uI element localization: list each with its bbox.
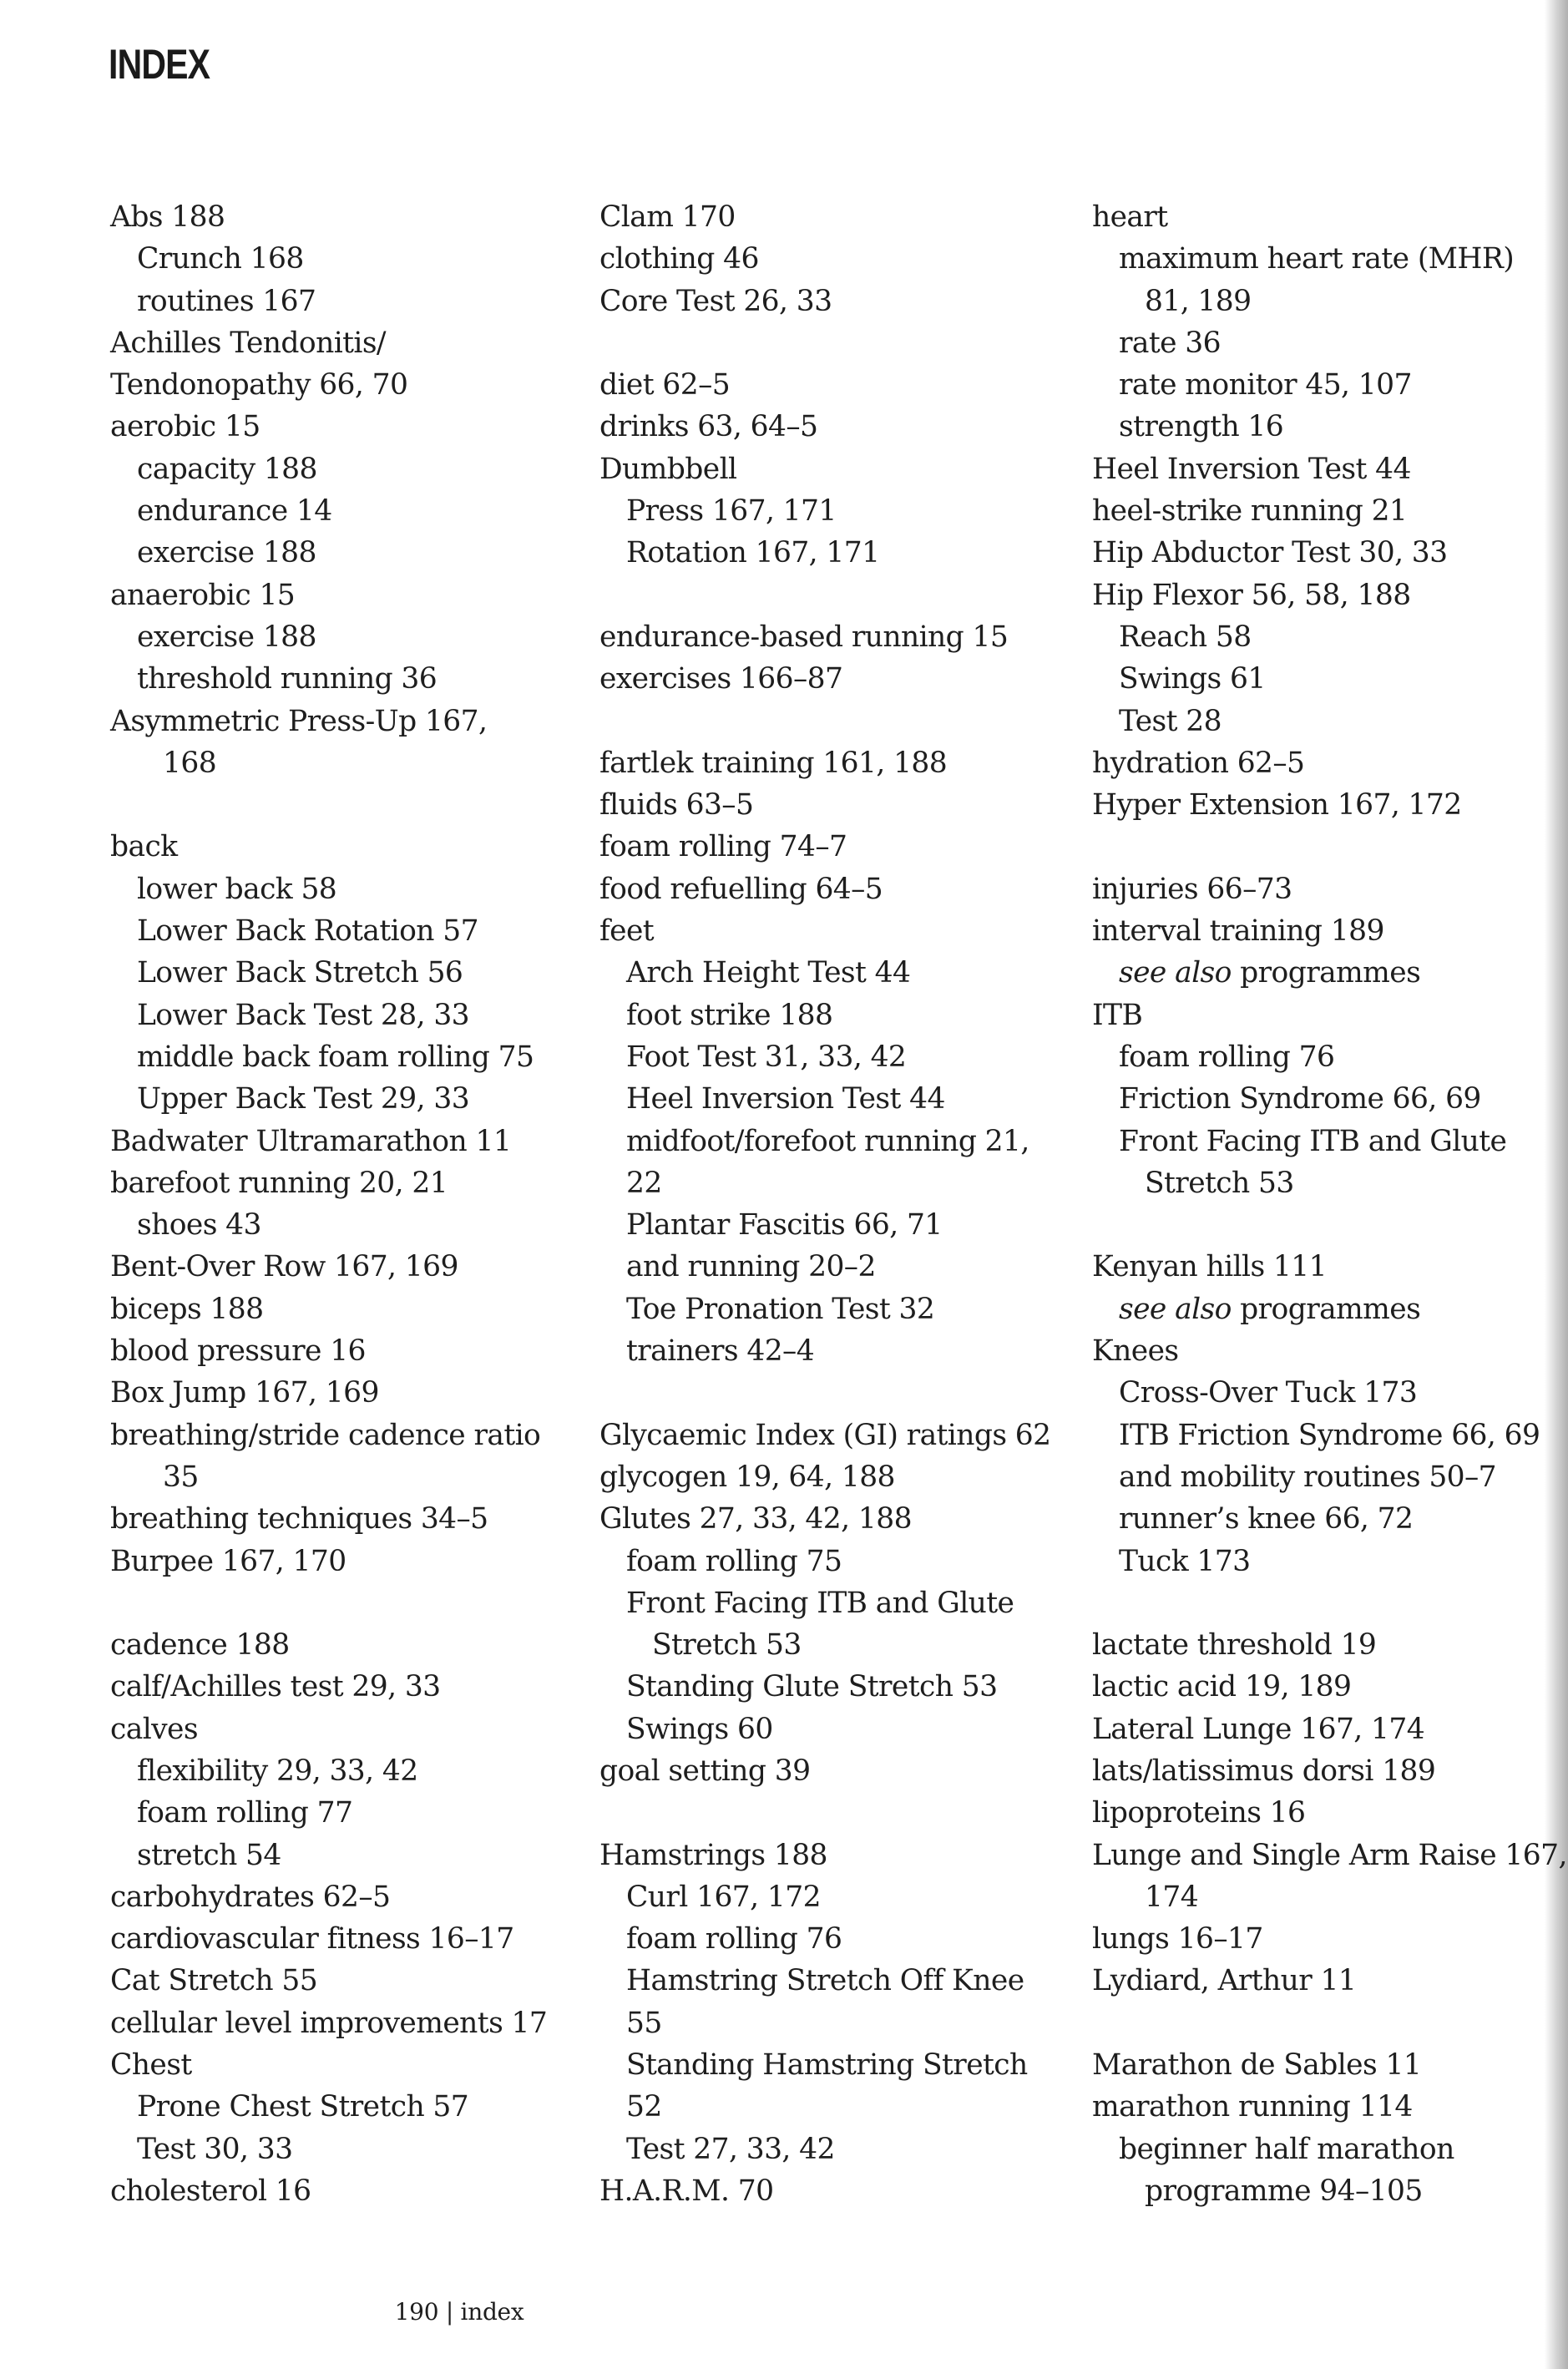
index-subentry: 52 [626, 2090, 662, 2124]
index-entry: heel-strike running 21 [1092, 494, 1408, 529]
index-spacer [110, 784, 594, 826]
index-subentry: Prone Chest Stretch 57 [137, 2090, 469, 2124]
index-subentry: foam rolling 75 [626, 1544, 842, 1578]
index-entry: goal setting 39 [599, 1754, 811, 1788]
index-entry: lungs 16–17 [1092, 1922, 1263, 1956]
index-subentry: Front Facing ITB and Glute [1119, 1124, 1507, 1158]
index-subentry [1092, 952, 1568, 994]
index-continuation: 81, 189 [1145, 284, 1252, 318]
index-entry: Dumbbell [599, 452, 737, 486]
index-continuation: Stretch 53 [652, 1628, 802, 1663]
index-continuation: 174 [1145, 1880, 1199, 1914]
index-subentry: Plantar Fascitis 66, 71 [626, 1208, 943, 1243]
index-entry: carbohydrates 62–5 [110, 1880, 391, 1914]
index-entry: Knees [1092, 1334, 1179, 1369]
index-entry: Marathon de Sables 11 [1092, 2048, 1422, 2083]
index-subentry: shoes 43 [137, 1208, 261, 1243]
index-entry: Abs 188 [110, 200, 225, 234]
index-entry: H.A.R.M. 70 [599, 2174, 774, 2208]
index-continuation: programme 94–105 [1145, 2174, 1423, 2208]
index-subentry: maximum heart rate (MHR) [1119, 242, 1515, 276]
index-entry: lactic acid 19, 189 [1092, 1670, 1352, 1704]
index-entry: Glutes 27, 33, 42, 188 [599, 1502, 912, 1536]
index-entry: drinks 63, 64–5 [599, 410, 818, 444]
index-spacer [1092, 1204, 1568, 1246]
index-continuation: 35 [163, 1460, 199, 1494]
index-entry: Tendonopathy 66, 70 [110, 368, 408, 402]
index-subentry: Swings 60 [626, 1712, 773, 1746]
index-entry: Clam 170 [599, 200, 736, 234]
index-subentry: middle back foam rolling 75 [137, 1040, 534, 1074]
index-entry: Core Test 26, 33 [599, 284, 832, 318]
index-subentry: 22 [626, 1166, 662, 1200]
index-subentry: Lower Back Stretch 56 [137, 956, 463, 990]
index-subentry: Test 30, 33 [137, 2132, 293, 2166]
index-subentry: Crunch 168 [137, 242, 304, 276]
index-entry: cardiovascular fitness 16–17 [110, 1922, 514, 1956]
index-subentry: threshold running 36 [137, 662, 438, 696]
index-subentry: Upper Back Test 29, 33 [137, 1082, 470, 1116]
index-spacer [599, 575, 1084, 616]
index-subentry: beginner half marathon [1119, 2132, 1454, 2166]
index-subentry: foam rolling 76 [1119, 1040, 1335, 1074]
index-subentry: Rotation 167, 171 [626, 536, 880, 570]
index-entry: Achilles Tendonitis/ [110, 326, 386, 360]
index-entry: fluids 63–5 [599, 788, 754, 823]
index-subentry: Friction Syndrome 66, 69 [1119, 1082, 1481, 1116]
index-column-2 [599, 196, 1084, 2212]
index-entry: ITB [1092, 998, 1143, 1032]
index-entry: hydration 62–5 [1092, 746, 1305, 780]
index-entry: Glycaemic Index (GI) ratings 62 [599, 1418, 1051, 1452]
index-subentry: Test 27, 33, 42 [626, 2132, 835, 2166]
index-spacer [1092, 826, 1568, 868]
index-entry: fartlek training 161, 188 [599, 746, 948, 780]
index-continuation: 168 [163, 746, 217, 780]
index-entry: exercises 166–87 [599, 662, 843, 696]
index-entry: Hip Flexor 56, 58, 188 [1092, 578, 1411, 612]
index-subentry: rate 36 [1119, 326, 1222, 360]
index-entry: Hyper Extension 167, 172 [1092, 788, 1462, 823]
index-entry: Kenyan hills 111 [1092, 1250, 1327, 1284]
index-subentry: Toe Pronation Test 32 [626, 1292, 935, 1326]
index-entry: anaerobic 15 [110, 578, 296, 612]
index-column-1 [110, 196, 594, 2212]
index-subentry: and running 20–2 [626, 1250, 876, 1284]
index-entry: Hip Abductor Test 30, 33 [1092, 536, 1448, 570]
page-title: INDEX [109, 41, 210, 88]
index-subentry: Foot Test 31, 33, 42 [626, 1040, 907, 1074]
page-footer: 190 | index [394, 2298, 524, 2326]
index-subentry: foam rolling 76 [626, 1922, 842, 1956]
index-subentry: Lower Back Test 28, 33 [137, 998, 470, 1032]
index-entry: calves [110, 1712, 198, 1746]
index-subentry: runner’s knee 66, 72 [1119, 1502, 1414, 1536]
index-entry: breathing techniques 34–5 [110, 1502, 488, 1536]
index-entry: clothing 46 [599, 242, 759, 276]
index-subentry: trainers 42–4 [626, 1334, 815, 1369]
index-subentry: and mobility routines 50–7 [1119, 1460, 1497, 1494]
index-subentry: strength 16 [1119, 410, 1284, 444]
see-also-label: see also [1119, 956, 1232, 990]
index-spacer [599, 701, 1084, 742]
index-entry: Heel Inversion Test 44 [1092, 452, 1411, 486]
index-spacer [599, 1792, 1084, 1834]
index-subentry: Front Facing ITB and Glute [626, 1586, 1014, 1620]
index-entry: lats/latissimus dorsi 189 [1092, 1754, 1436, 1788]
index-entry: calf/Achilles test 29, 33 [110, 1670, 441, 1704]
index-spacer [110, 1582, 594, 1624]
index-subentry: foam rolling 77 [137, 1796, 353, 1830]
index-entry: Bent-Over Row 167, 169 [110, 1250, 458, 1284]
index-subentry: Standing Glute Stretch 53 [626, 1670, 998, 1704]
see-also-target: programmes [1231, 1292, 1421, 1326]
index-entry: barefoot running 20, 21 [110, 1166, 448, 1200]
index-entry: Box Jump 167, 169 [110, 1376, 379, 1410]
index-entry: Hamstrings 188 [599, 1838, 827, 1872]
index-spacer [599, 1372, 1084, 1414]
index-entry: Asymmetric Press-Up 167, [110, 704, 488, 738]
index-subentry: Tuck 173 [1119, 1544, 1251, 1578]
index-entry: glycogen 19, 64, 188 [599, 1460, 895, 1494]
index-entry: breathing/stride cadence ratio [110, 1418, 541, 1452]
index-continuation: Stretch 53 [1145, 1166, 1294, 1200]
index-subentry: foot strike 188 [626, 998, 833, 1032]
index-subentry: Curl 167, 172 [626, 1880, 821, 1914]
index-subentry [1092, 1288, 1568, 1330]
index-entry: cadence 188 [110, 1628, 290, 1663]
index-spacer [1092, 1582, 1568, 1624]
see-also-label: see also [1119, 1292, 1232, 1326]
index-subentry: exercise 188 [137, 536, 316, 570]
index-entry: interval training 189 [1092, 914, 1384, 949]
index-entry: feet [599, 914, 655, 949]
index-subentry: flexibility 29, 33, 42 [137, 1754, 418, 1788]
index-entry: Badwater Ultramarathon 11 [110, 1124, 512, 1158]
index-subentry: Lower Back Rotation 57 [137, 914, 478, 949]
index-entry: diet 62–5 [599, 368, 731, 402]
index-entry: heart [1092, 200, 1168, 234]
see-also-target: programmes [1231, 956, 1421, 990]
index-subentry: routines 167 [137, 284, 316, 318]
index-entry: biceps 188 [110, 1292, 264, 1326]
index-entry: marathon running 114 [1092, 2090, 1413, 2124]
index-subentry: Swings 61 [1119, 662, 1266, 696]
index-entry: back [110, 830, 178, 864]
index-subentry: Press 167, 171 [626, 494, 837, 529]
index-subentry: exercise 188 [137, 620, 316, 654]
index-subentry: rate monitor 45, 107 [1119, 368, 1412, 402]
index-entry: Chest [110, 2048, 192, 2083]
index-entry: cholesterol 16 [110, 2174, 311, 2208]
index-column-3 [1092, 196, 1568, 2212]
index-entry: endurance-based running 15 [599, 620, 1009, 654]
index-subentry: Cross-Over Tuck 173 [1119, 1376, 1418, 1410]
index-subentry: Reach 58 [1119, 620, 1252, 654]
index-subentry: capacity 188 [137, 452, 317, 486]
index-entry: cellular level improvements 17 [110, 2006, 548, 2040]
index-subentry: Arch Height Test 44 [626, 956, 911, 990]
index-entry: foam rolling 74–7 [599, 830, 847, 864]
index-subentry: midfoot/forefoot running 21, [626, 1124, 1029, 1158]
index-subentry: 55 [626, 2006, 662, 2040]
index-subentry: Heel Inversion Test 44 [626, 1082, 945, 1116]
index-subentry: Hamstring Stretch Off Knee [626, 1964, 1024, 1998]
index-entry: Burpee 167, 170 [110, 1544, 346, 1578]
index-spacer [1092, 2002, 1568, 2044]
index-subentry: endurance 14 [137, 494, 332, 529]
index-spacer [599, 322, 1084, 364]
index-subentry: Standing Hamstring Stretch [626, 2048, 1028, 2083]
index-entry: food refuelling 64–5 [599, 872, 883, 906]
index-entry: Cat Stretch 55 [110, 1964, 318, 1998]
index-subentry: lower back 58 [137, 872, 337, 906]
index-entry: lactate threshold 19 [1092, 1628, 1377, 1663]
index-subentry: Test 28 [1119, 704, 1222, 738]
index-subentry: stretch 54 [137, 1838, 281, 1872]
index-entry: lipoproteins 16 [1092, 1796, 1306, 1830]
index-entry: aerobic 15 [110, 410, 260, 444]
index-entry: Lydiard, Arthur 11 [1092, 1964, 1357, 1998]
index-subentry: ITB Friction Syndrome 66, 69 [1119, 1418, 1540, 1452]
index-entry: injuries 66–73 [1092, 872, 1292, 906]
index-entry: blood pressure 16 [110, 1334, 366, 1369]
index-entry: Lunge and Single Arm Raise 167, [1092, 1838, 1567, 1872]
index-entry: Lateral Lunge 167, 174 [1092, 1712, 1425, 1746]
